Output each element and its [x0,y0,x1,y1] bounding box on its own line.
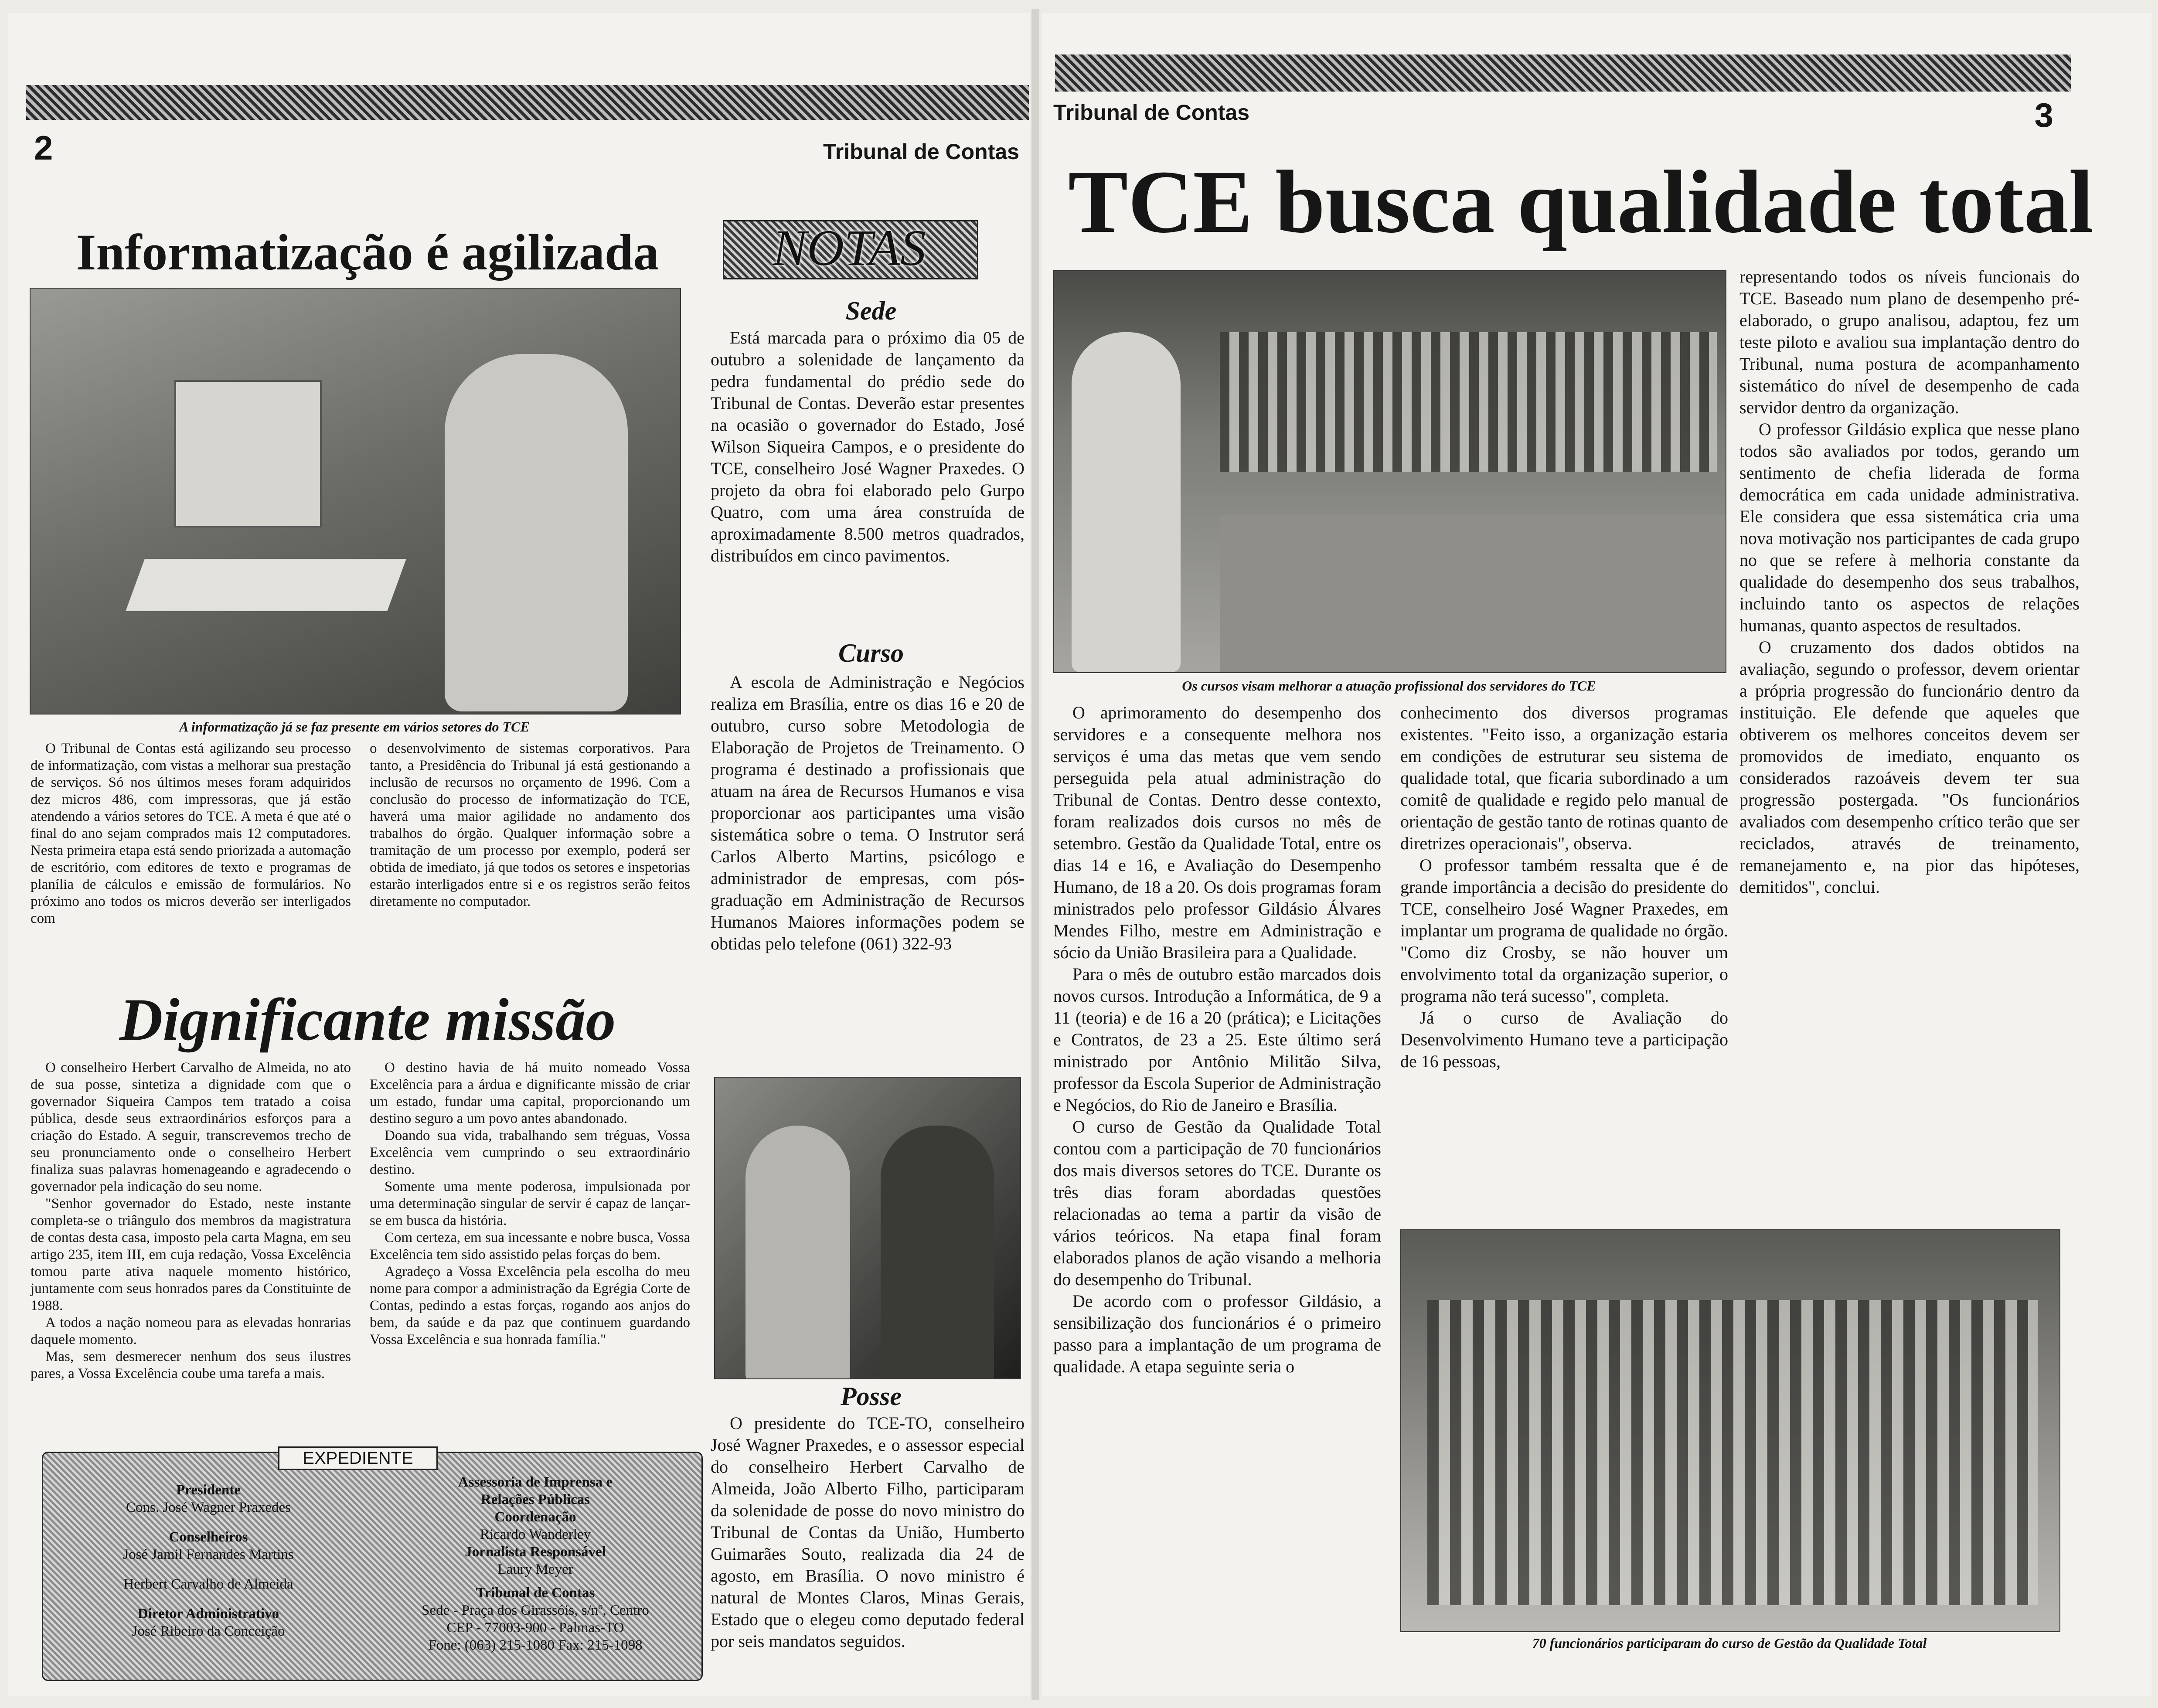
nota-curso-text: A escola de Administração e Negócios realiza em Brasília, entre os dias 16 e 20 de outubro, curso sobre Metodologia de Elaboração de Projetos de Treinamento. O programa é destinado a profissionais que atuam na área de Recursos Humanos e visa proporcionar aos participantes uma visão sistemática sobre o tema. O Instrutor será Carlos Alberto Martins, psicólogo e administrador de empresas, com pós-graduação em Administração de Recursos Humanos Maiores informações podem se obtidas pelo telefone (061) 322-93 [711,672,1025,953]
missao-col2-p3: Somente uma mente poderosa, impulsionada por uma determinação singular de servir é capaz de lançar-se em busca da história. [370,1179,690,1228]
missao-col1-p3: A todos a nação nomeou para as elevadas honrarias daquele momento. [31,1315,351,1347]
informatizacao-col2: o desenvolvimento de sistemas corporativos. Para tanto, a Presidência do Tribunal já está gestionando a inclusão de recursos no orçamento de 1996. Com a conclusão do processo de informatização do TCE, haverá uma maior agilidade no andamento dos trabalhos do órgão. Qualquer informação sobre a tramitação de um processo por exemplo, poderá ser obtida de imediato, já que todos os setores e inspetorias estarão interligados entre si e os registros serão feitos diretamente no computador. [370,741,690,909]
expediente-right-line: Coordenação [494,1509,576,1525]
missao-col2-p4: Com certeza, em sua incessante e nobre busca, Vossa Excelência tem sido assistido pelas forças do bem. [370,1230,690,1262]
person-left [745,1126,850,1379]
qualidade-col3-p1: representando todos os níveis funcionais do TCE. Baseado num plano de desempenho pré-elaborado, o grupo analisou, adaptou, fez um teste piloto e avaliou sua implantação dentro do Tribunal, numa postura de acompanhamento sistemático do nível de desempenho de cada servidor dentro da organização. [1739,267,2080,417]
left-top-stripe [26,85,1029,120]
missao-col1-p1: O conselheiro Herbert Carvalho de Almeida, no ato de sua posse, sintetiza a dignidade com que o governador Siqueira Campos tem tratado a coisa pública, desde seus extraordinários esforços para a criação do Estado. A seguir, transcrevemos trecho de seu pronunciamento onde o conselheiro Herbert finaliza suas palavras homenageando e agradecendo o governador pela indicação do seu nome. [31,1060,351,1194]
photo-caption-participants: 70 funcionários participaram do curso de Gestão da Qualidade Total [1532,1635,1927,1651]
nota-sede-text: Está marcada para o próximo dia 05 de outubro a solenidade de lançamento da pedra fundamental do prédio sede do Tribunal de Contas. Deverão estar presentes na ocasião o governador do Estado, José Wilson Siqueira Campos, e o presidente do TCE, conselheiro José Wagner Praxedes. O projeto da obra foi elaborado pelo Gurpo Quatro, com uma área construída de aproximadamente 8.500 metros quadrados, distribuídos em cinco pavimentos. [711,328,1025,565]
computer-monitor [174,380,322,527]
photo-caption-training: Os cursos visam melhorar a atuação profissional dos servidores do TCE [1182,678,1596,694]
expediente-right [387,1473,684,1654]
photo-caption-informatizacao: A informatização já se faz presente em vários setores do TCE [179,719,530,735]
qualidade-col3 [1739,266,2080,898]
page-gutter [1031,9,1039,1700]
audience-rows [1427,1300,2038,1605]
expediente-right-line: Laury Meyer [497,1562,573,1577]
qualidade-col1-p4: De acordo com o professor Gildásio, a sensibilização dos funcionários é o primeiro passo para a implantação de um programa de qualidade. A etapa seguinte seria o [1053,1291,1381,1376]
missao-col2-p1: O destino havia de há muito nomeado Vossa Excelência para a árdua e dignificante missão de criar um estado, fundar uma capital, proporcionando um destino seguro a um povo antes abandonado. [370,1060,690,1126]
expediente-left-line: Herbert Carvalho de Almeida [123,1576,293,1592]
notas-title: NOTAS [773,219,926,276]
expediente-left-line: Cons. José Wagner Praxedes [126,1500,291,1515]
qualidade-col2-p2: O professor também ressalta que é de grande importância a decisão do presidente do TCE, conselheiro José Wagner Praxedes, em implantar um programa de qualidade no órgão. "Como diz Crosby, se não houver um envolvimento total da organização superior, o programa não terá sucesso", completa. [1400,855,1728,1006]
expediente-left-line: Presidente [176,1482,241,1498]
qualidade-col1-p2: Para o mês de outubro estão marcados dois novos cursos. Introdução a Informática, de 9 a 11 (teoria) e de 16 a 20 (prática); e Licitações e Contratos, de 23 a 25. Este último será ministrado por Antônio Militão Silva, professor da Escola Superior de Administração e Negócios, do Rio de Janeiro e Brasília. [1053,964,1382,1115]
headline-missao: Dignificante missão [119,986,616,1053]
person-figure [445,354,628,711]
qualidade-col2-p3: Já o curso de Avaliação do Desenvolvimento Humano teve a participação de 16 pessoas, [1400,1008,1728,1071]
expediente-right-line: Sede - Praça dos Girassóis, s/nº, Centro [422,1603,649,1618]
qualidade-col3-p3: O cruzamento dos dados obtidos na avaliação, segundo o professor, devem orientar a própria progressão do funcionário dentro da instituição. Ele defende que aqueles que obtiverem os melhores conceitos devem ser promovidos de imediato, enquanto os considerados razoáveis devem ter sua progressão postergada. "Os funcionários avaliados com desempenho crítico terão que ser reciclados, através de treinamento, remanejamento e, na pior das hipóteses, demitidos", conclui. [1739,637,2080,897]
missao-col1-p2: "Senhor governador do Estado, neste instante completa-se o triângulo dos membros da magistratura de contas desta casa, imposto pela carta Magna, em seu artigo 235, item III, em cuja redação, Vossa Excelência tomou parte ativa naquele momento histórico, juntamente com seus honrados pares da Constituinte de 1988. [31,1196,351,1313]
expediente-right-line: Assessoria de Imprensa e [458,1474,613,1490]
running-head: Tribunal de Contas [823,139,1019,164]
photo-course-participants [1400,1229,2060,1632]
right-page [1042,13,2151,1696]
left-page [8,13,1030,1696]
expediente-left-line: José Ribeiro da Conceição [132,1623,285,1639]
stage-floor [1220,515,1726,672]
qualidade-col1-p1: O aprimoramento do desempenho dos servidores e a consequente melhora nos serviços é uma das metas que vem sendo perseguida pela atual administração do Tribunal de Contas. Dentro desse contexto, foram realizados dois cursos no mês de setembro. Gestão da Qualidade Total, entre os dias 14 e 16, e Avaliação do Desempenho Humano, de 18 a 20. Os dois programas foram ministrados pelo professor Gildásio Álvares Mendes Filho, mestre em Administração e sócio da União Brasileira para a Qualidade. [1053,703,1381,962]
qualidade-col3-p2: O professor Gildásio explica que nesse plano todos são avaliados por todos, gerando um sentimento de chefia liderada de forma democrática em cada unidade administrativa. Ele considera que essa sistemática cria uma nova motivação nos participantes de cada grupo no que se refere à melhoria constante da qualidade do desempenho dos seus trabalhos, incluindo tanto os aspectos de relações humanas, quanto aspectos de resultados. [1739,419,2080,635]
keyboard [126,559,406,611]
expediente-label: EXPEDIENTE [278,1446,438,1470]
missao-col1-p4: Mas, sem desmerecer nenhum dos seus ilustres pares, a Vossa Excelência coube uma tarefa a mais. [31,1349,351,1381]
nota-posse-heading: Posse [841,1382,902,1411]
speaker-figure [1072,332,1181,672]
expediente-right-line: Tribunal de Contas [476,1585,595,1601]
expediente-right-line: CEP - 77003-900 - Palmas-TO [446,1620,624,1636]
missao-col2 [370,1059,690,1348]
expediente-right-line: Jornalista Responsável [465,1544,606,1560]
photo-posse-handshake [714,1077,1021,1379]
nota-curso-heading: Curso [838,639,904,667]
nota-sede-heading: Sede [845,296,897,325]
person-right [881,1126,994,1379]
qualidade-col1 [1053,702,1381,1378]
photo-computer-worker [30,288,681,715]
expediente-right-line: Relações Públicas [480,1492,590,1507]
nota-posse-text: O presidente do TCE-TO, conselheiro José Wagner Praxedes, e o assessor especial do conselheiro Herbert Carvalho de Almeida, João Alberto Filho, participaram da solenidade de posse do novo ministro do Tribunal de Contas da União, Humberto Guimarães Souto, realizada dia 24 de agosto, em Brasília. O novo ministro é natural de Montes Claros, Minas Gerais, Estado que o elegeu como deputado federal por seis mandatos seguidos. [711,1413,1025,1651]
expediente-left-line: Diretor Administrativo [137,1606,279,1622]
page-number: 3 [2034,96,2053,134]
photo-training-auditorium [1053,270,1726,673]
running-head: Tribunal de Contas [1053,100,1250,125]
headline-informatizacao: Informatização é agilizada [76,224,659,281]
missao-col2-p2: Doando sua vida, trabalhando sem tréguas, Vossa Excelência vem cumprindo o seu extraordinário destino. [370,1128,690,1177]
expediente-left [69,1481,348,1640]
page-number: 2 [34,129,53,167]
qualidade-col2 [1400,702,1728,1072]
missao-col2-p5: Agradeço a Vossa Excelência pela escolha do meu nome para compor a administração da Egrégia Corte de Contas, pedindo a estas forças, rogando aos anjos do bem, da saúde e da paz que continuem guardando Vossa Excelência e sua honrada família." [370,1264,690,1347]
expediente-right-line: Ricardo Wanderley [480,1527,591,1542]
expediente-left-line: Conselheiros [169,1529,248,1545]
right-top-stripe [1055,54,2071,92]
expediente-left-line: José Jamil Fernandes Martins [123,1547,294,1562]
informatizacao-col1: O Tribunal de Contas está agilizando seu processo de informatização, com vistas a melhorar sua prestação de serviços. Só nos últimos meses foram adquiridos dez micros 486, com impressoras, que já estão atendendo a vários setores do TCE. A meta é que até o final do ano sejam comprados mais 12 computadores. Nesta primeira etapa está sendo priorizada a automação de escritório, com editores de texto e programas de planília de cálculos e emissão de formulários. No próximo ano todos os micros deverão ser interligados com [31,741,351,926]
headline-qualidade: TCE busca qualidade total [1068,152,2094,252]
audience [1220,332,1717,472]
qualidade-col1-p3: O curso de Gestão da Qualidade Total contou com a participação de 70 funcionários dos mais diversos setores do TCE. Durante os três dias foram abordadas questões relacionadas ao tema a partir da visão de vários teóricos. Na etapa final foram elaborados planos de ação visando a melhoria do desempenho do Tribunal. [1053,1117,1381,1289]
missao-col1 [31,1059,351,1382]
qualidade-col2-p1: conhecimento dos diversos programas existentes. "Feito isso, a organização estaria em condições de estruturar seu sistema de qualidade total, que ficaria subordinado a um comitê de qualidade e regido pelo manual de orientação de gestão tanto de rotinas quanto de diretrizes operacionais", observa. [1400,703,1728,853]
expediente-right-line: Fone: (063) 215-1080 Fax: 215-1098 [428,1637,643,1653]
